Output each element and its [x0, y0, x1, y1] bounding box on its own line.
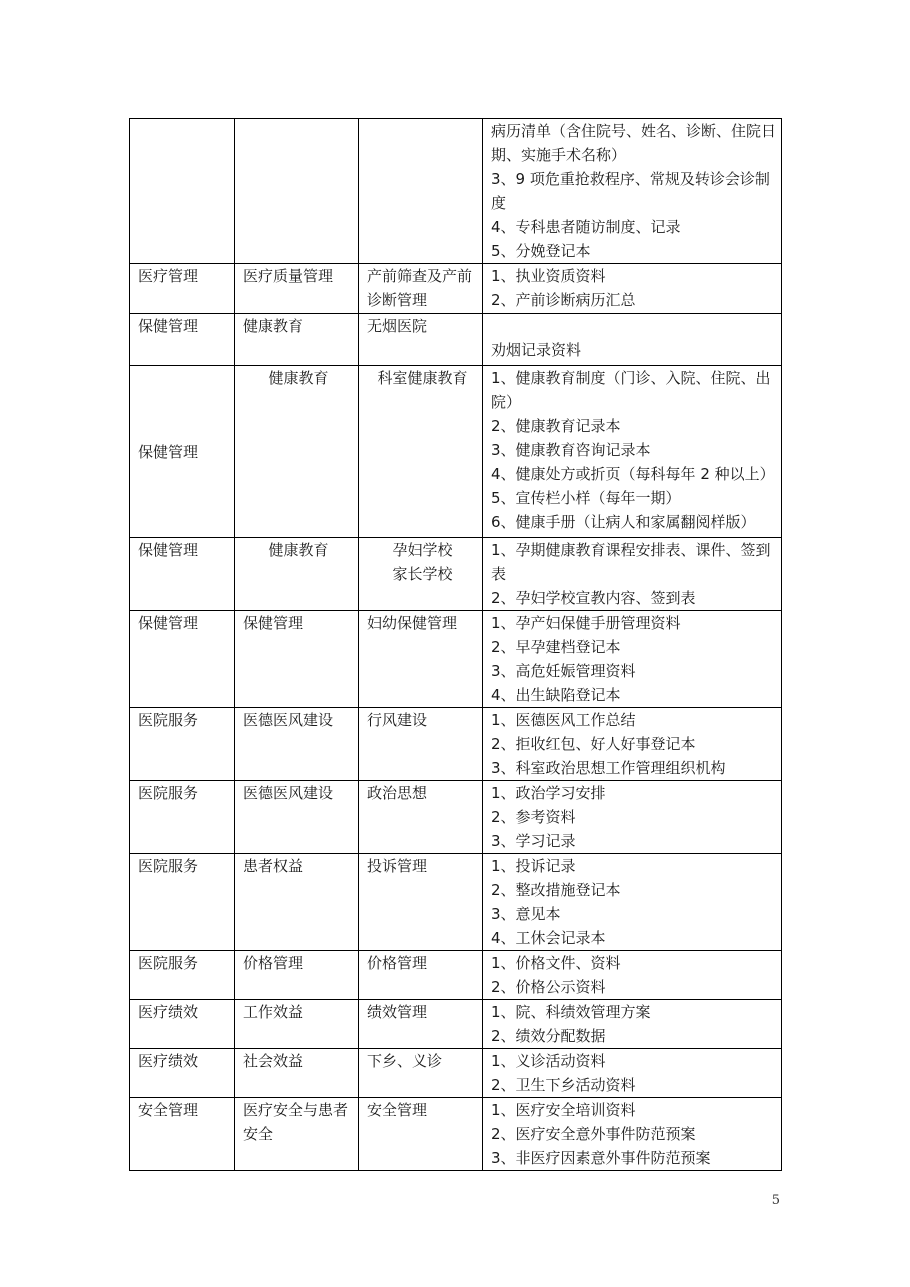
subcategory-cell-text: 工作效益: [243, 1003, 304, 1021]
materials-cell: [483, 781, 782, 854]
material-item: 3、科室政治思想工作管理组织机构: [491, 759, 726, 777]
category-cell-text: 安全管理: [138, 1101, 199, 1119]
subcategory-cell: [235, 119, 359, 264]
category-cell: [130, 1049, 235, 1098]
category-cell-text: 医院服务: [138, 784, 199, 802]
subcategory-cell: [235, 264, 359, 314]
subcategory-cell-text: 健康教育: [268, 369, 329, 387]
item-cell: [359, 1000, 483, 1049]
subcategory-cell: [235, 1000, 359, 1049]
material-item: 2、拒收红包、好人好事登记本: [491, 735, 696, 753]
category-cell-text: 医疗绩效: [138, 1052, 199, 1070]
material-item: 3、健康教育咨询记录本: [491, 441, 651, 459]
materials-cell: [483, 1000, 782, 1049]
material-item: 2、参考资料: [491, 808, 576, 826]
material-item: 2、健康教育记录本: [491, 417, 621, 435]
subcategory-cell-text: 社会效益: [243, 1052, 304, 1070]
material-item: 1、孕期健康教育课程安排表、课件、签到表: [491, 541, 771, 583]
table-row: [130, 119, 782, 264]
table-row: [130, 781, 782, 854]
materials-cell: [483, 951, 782, 1000]
category-cell-text: 保健管理: [138, 541, 199, 559]
materials-cell: [483, 854, 782, 951]
category-cell: [130, 708, 235, 781]
material-item: 1、政治学习安排: [491, 784, 606, 802]
material-item: 5、分娩登记本: [491, 242, 591, 260]
subcategory-cell-text: 患者权益: [243, 857, 304, 875]
materials-cell: [483, 1098, 782, 1171]
item-cell-text: 政治思想: [367, 784, 428, 802]
materials-cell: [483, 314, 782, 366]
item-cell: [359, 366, 483, 538]
item-cell: [359, 951, 483, 1000]
material-item: 5、宣传栏小样（每年一期）: [491, 489, 681, 507]
material-item: 4、健康处方或折页（每科每年 2 种以上）: [491, 465, 775, 483]
item-cell-text: 绩效管理: [367, 1003, 428, 1021]
material-item: 3、意见本: [491, 905, 561, 923]
subcategory-cell: [235, 781, 359, 854]
table-row: [130, 366, 782, 538]
material-item: 2、卫生下乡活动资料: [491, 1076, 636, 1094]
category-cell: [130, 781, 235, 854]
materials-cell: [483, 611, 782, 708]
item-cell: [359, 538, 483, 611]
subcategory-cell: [235, 538, 359, 611]
material-item: 1、医德医风工作总结: [491, 711, 636, 729]
category-cell: [130, 314, 235, 366]
material-item: 病历清单（含住院号、姓名、诊断、住院日期、实施手术名称）: [491, 122, 777, 164]
material-item: 3、高危妊娠管理资料: [491, 662, 636, 680]
subcategory-cell-text: 医德医风建设: [243, 784, 334, 802]
table-row: [130, 708, 782, 781]
material-item: 2、绩效分配数据: [491, 1027, 606, 1045]
material-item: 4、工休会记录本: [491, 929, 606, 947]
material-item: 4、专科患者随访制度、记录: [491, 218, 681, 236]
materials-cell: [483, 366, 782, 538]
material-item: 2、医疗安全意外事件防范预案: [491, 1125, 696, 1143]
table-row: [130, 314, 782, 366]
material-item: 1、院、科绩效管理方案: [491, 1003, 651, 1021]
requirements-table: [129, 118, 782, 1171]
table-row: [130, 1049, 782, 1098]
table-row: [130, 951, 782, 1000]
item-cell: [359, 264, 483, 314]
item-cell: [359, 708, 483, 781]
subcategory-cell-text: 价格管理: [243, 954, 304, 972]
item-cell: [359, 1098, 483, 1171]
material-item: 2、产前诊断病历汇总: [491, 291, 636, 309]
table-row: [130, 854, 782, 951]
material-item: 1、孕产妇保健手册管理资料: [491, 614, 681, 632]
table-row: [130, 538, 782, 611]
materials-cell: [483, 264, 782, 314]
item-cell-text: 安全管理: [367, 1101, 428, 1119]
category-cell: [130, 951, 235, 1000]
materials-cell: [483, 538, 782, 611]
subcategory-cell-text: 健康教育: [243, 317, 304, 335]
item-cell: [359, 611, 483, 708]
item-cell-text: 妇幼保健管理: [367, 614, 458, 632]
category-cell: [130, 611, 235, 708]
item-cell-text: 家长学校: [392, 565, 453, 583]
item-cell: [359, 314, 483, 366]
subcategory-cell: [235, 1098, 359, 1171]
category-cell-text: 保健管理: [138, 614, 199, 632]
table-row: [130, 611, 782, 708]
category-cell-text: 医疗管理: [138, 267, 199, 285]
subcategory-cell-text: 保健管理: [243, 614, 304, 632]
item-cell: [359, 119, 483, 264]
category-cell: [130, 119, 235, 264]
material-item: 3、9 项危重抢救程序、常规及转诊会诊制度: [491, 170, 770, 212]
table-row: [130, 264, 782, 314]
materials-cell: [483, 708, 782, 781]
subcategory-cell: [235, 1049, 359, 1098]
subcategory-cell: [235, 951, 359, 1000]
material-item: 2、价格公示资料: [491, 978, 606, 996]
materials-cell: [483, 1049, 782, 1098]
category-cell: [130, 1000, 235, 1049]
item-cell: [359, 1049, 483, 1098]
item-cell-text: 产前筛查及产前诊断管理: [367, 267, 473, 309]
material-item: 2、整改措施登记本: [491, 881, 621, 899]
item-cell-text: 下乡、义诊: [367, 1052, 443, 1070]
item-cell-text: 投诉管理: [367, 857, 428, 875]
material-item: 2、孕妇学校宣教内容、签到表: [491, 589, 696, 607]
item-cell-text: 孕妇学校: [392, 541, 453, 559]
material-item: 劝烟记录资料: [491, 341, 582, 359]
category-cell-text: 医院服务: [138, 954, 199, 972]
subcategory-cell: [235, 611, 359, 708]
category-cell-text: 保健管理: [138, 317, 199, 335]
material-item: 4、出生缺陷登记本: [491, 686, 621, 704]
category-cell-text: 保健管理: [138, 442, 199, 461]
page-number: 5: [771, 1193, 780, 1208]
item-cell: [359, 854, 483, 951]
table-row: [130, 1000, 782, 1049]
material-item: 2、早孕建档登记本: [491, 638, 621, 656]
category-cell-text: 医院服务: [138, 857, 199, 875]
item-cell-text: 行风建设: [367, 711, 428, 729]
subcategory-cell-text: 医德医风建设: [243, 711, 334, 729]
subcategory-cell: [235, 708, 359, 781]
subcategory-cell-text: 医疗安全与患者安全: [243, 1101, 349, 1143]
subcategory-cell-text: 医疗质量管理: [243, 267, 334, 285]
subcategory-cell: [235, 854, 359, 951]
subcategory-cell-text: 健康教育: [268, 541, 329, 559]
category-cell: [130, 854, 235, 951]
category-cell: [130, 264, 235, 314]
category-cell-text: 医疗绩效: [138, 1003, 199, 1021]
subcategory-cell: [235, 366, 359, 538]
subcategory-cell: [235, 314, 359, 366]
item-cell: [359, 781, 483, 854]
material-item: 1、执业资质资料: [491, 267, 606, 285]
materials-cell: [483, 119, 782, 264]
material-item: 3、学习记录: [491, 832, 576, 850]
material-item: 1、医疗安全培训资料: [491, 1101, 636, 1119]
item-cell-text: 无烟医院: [367, 317, 428, 335]
material-item: 1、义诊活动资料: [491, 1052, 606, 1070]
category-cell: [130, 538, 235, 611]
material-item: 1、健康教育制度（门诊、入院、住院、出院）: [491, 369, 771, 411]
material-item: 1、价格文件、资料: [491, 954, 621, 972]
table-row: [130, 1098, 782, 1171]
material-item: 1、投诉记录: [491, 857, 576, 875]
category-cell: [130, 366, 235, 538]
material-item: 6、健康手册（让病人和家属翻阅样版）: [491, 513, 756, 531]
material-item: 3、非医疗因素意外事件防范预案: [491, 1149, 711, 1167]
category-cell: [130, 1098, 235, 1171]
item-cell-text: 科室健康教育: [377, 369, 468, 387]
category-cell-text: 医院服务: [138, 711, 199, 729]
item-cell-text: 价格管理: [367, 954, 428, 972]
